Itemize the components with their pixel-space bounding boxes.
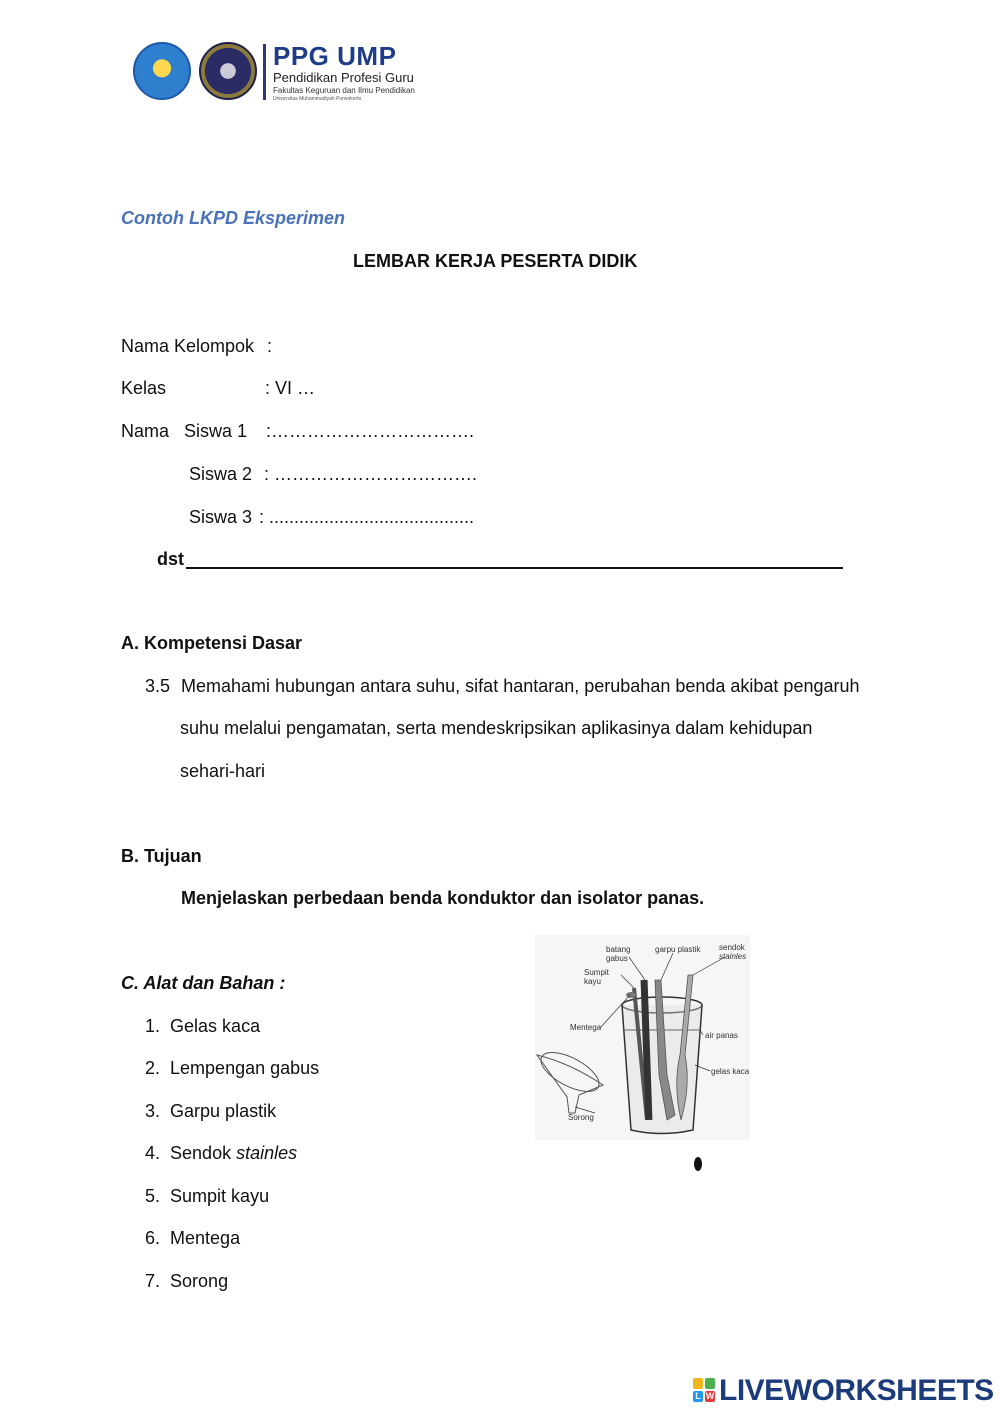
- header-logo: [133, 40, 443, 104]
- list-item-text: Sendok: [170, 1143, 237, 1163]
- label-garpu-plastik: garpu plastik: [655, 945, 701, 954]
- list-item: [145, 1015, 260, 1037]
- label-stainles: stainles: [719, 952, 747, 961]
- experiment-illustration: [535, 935, 750, 1140]
- kelompok-label: Nama Kelompok: [121, 336, 255, 356]
- list-item-text-italic: stainles: [236, 1143, 298, 1163]
- list-item: [145, 1185, 269, 1207]
- list-item-number: 3.: [145, 1101, 161, 1121]
- list-item-text: Garpu plastik: [170, 1101, 277, 1121]
- list-item-number: 5.: [145, 1186, 161, 1206]
- list-item-number: 2.: [145, 1058, 161, 1078]
- list-item: [145, 1227, 240, 1249]
- section-c-heading: C. Alat dan Bahan :: [121, 973, 286, 993]
- siswa1-field[interactable]: :…………………………….: [266, 421, 475, 441]
- list-item: [145, 1057, 319, 1079]
- page-title: LEMBAR KERJA PESERTA DIDIK: [353, 251, 638, 271]
- label-sumpit-kayu: Sumpit kayu: [584, 968, 609, 986]
- list-item-text: Sorong: [170, 1271, 229, 1291]
- siswa3-label-text: Siswa 3: [189, 507, 253, 527]
- logo-faculty: Fakultas Keguruan dan Ilmu Pendidikan: [273, 86, 415, 95]
- icon-letter-l: L: [693, 1391, 703, 1402]
- label-sendok: sendok: [719, 943, 745, 952]
- tut-wuri-emblem-icon: [133, 42, 191, 100]
- dst-label: dst: [157, 549, 184, 569]
- university-seal-icon: [199, 42, 257, 100]
- liveworksheets-logo-icon: [693, 1378, 715, 1402]
- list-item: [145, 1142, 297, 1164]
- list-item-number: 6.: [145, 1228, 161, 1248]
- kd-line-2: suhu melalui pengamatan, serta mendeskripsikan aplikasinya dalam kehidupan: [180, 718, 813, 738]
- section-b-heading: B. Tujuan: [121, 846, 202, 866]
- dst-underline: [186, 567, 843, 569]
- list-item: [145, 1270, 228, 1292]
- kd-number: 3.5: [145, 676, 171, 696]
- logo-subtitle: Pendidikan Profesi Guru: [273, 70, 414, 85]
- logo-divider: [263, 44, 266, 100]
- kd-line-3: sehari-hari: [180, 761, 266, 781]
- kelas-field[interactable]: : VI …: [265, 378, 316, 398]
- label-batang-gabus: batang gabus: [606, 945, 631, 963]
- tujuan-text: Menjelaskan perbedaan benda konduktor dan isolator panas.: [181, 888, 705, 908]
- label-air-panas: air panas: [705, 1031, 738, 1040]
- siswa2-label: Siswa 2: [189, 464, 253, 484]
- list-item-text: Lempengan gabus: [170, 1058, 320, 1078]
- label-gelas-kaca: gelas kaca: [711, 1067, 750, 1076]
- siswa1-label: Nama Siswa 1: [121, 421, 248, 441]
- list-item-text: Gelas kaca: [170, 1016, 261, 1036]
- icon-letter-w: W: [705, 1391, 715, 1401]
- bullet-dot: [694, 1157, 702, 1171]
- kd-line-1: Memahami hubungan antara suhu, sifat hantaran, perubahan benda akibat pengaruh: [181, 676, 860, 696]
- logo-university: Universitas Muhammadiyah Purwokerto: [273, 96, 362, 102]
- label-mentega: Mentega: [570, 1023, 602, 1032]
- list-item-number: 7.: [145, 1271, 161, 1291]
- logo-title: PPG UMP: [273, 41, 397, 71]
- siswa3-field[interactable]: : .........................................: [259, 507, 475, 527]
- brand-name: LIVEWORKSHEETS: [719, 1374, 994, 1407]
- section-a-heading: A. Kompetensi Dasar: [121, 633, 303, 653]
- list-item: [145, 1100, 276, 1122]
- list-item-number: 1.: [145, 1016, 161, 1036]
- example-label: Contoh LKPD Eksperimen: [121, 208, 346, 228]
- list-item-text: Sumpit kayu: [170, 1186, 270, 1206]
- kelas-label: Kelas: [121, 378, 167, 398]
- label-sorong: Sorong: [568, 1113, 594, 1122]
- siswa2-field[interactable]: : …………………………….: [264, 464, 478, 484]
- kelompok-field[interactable]: :: [267, 336, 273, 356]
- list-item-text: Mentega: [170, 1228, 241, 1248]
- list-item-number: 4.: [145, 1143, 161, 1163]
